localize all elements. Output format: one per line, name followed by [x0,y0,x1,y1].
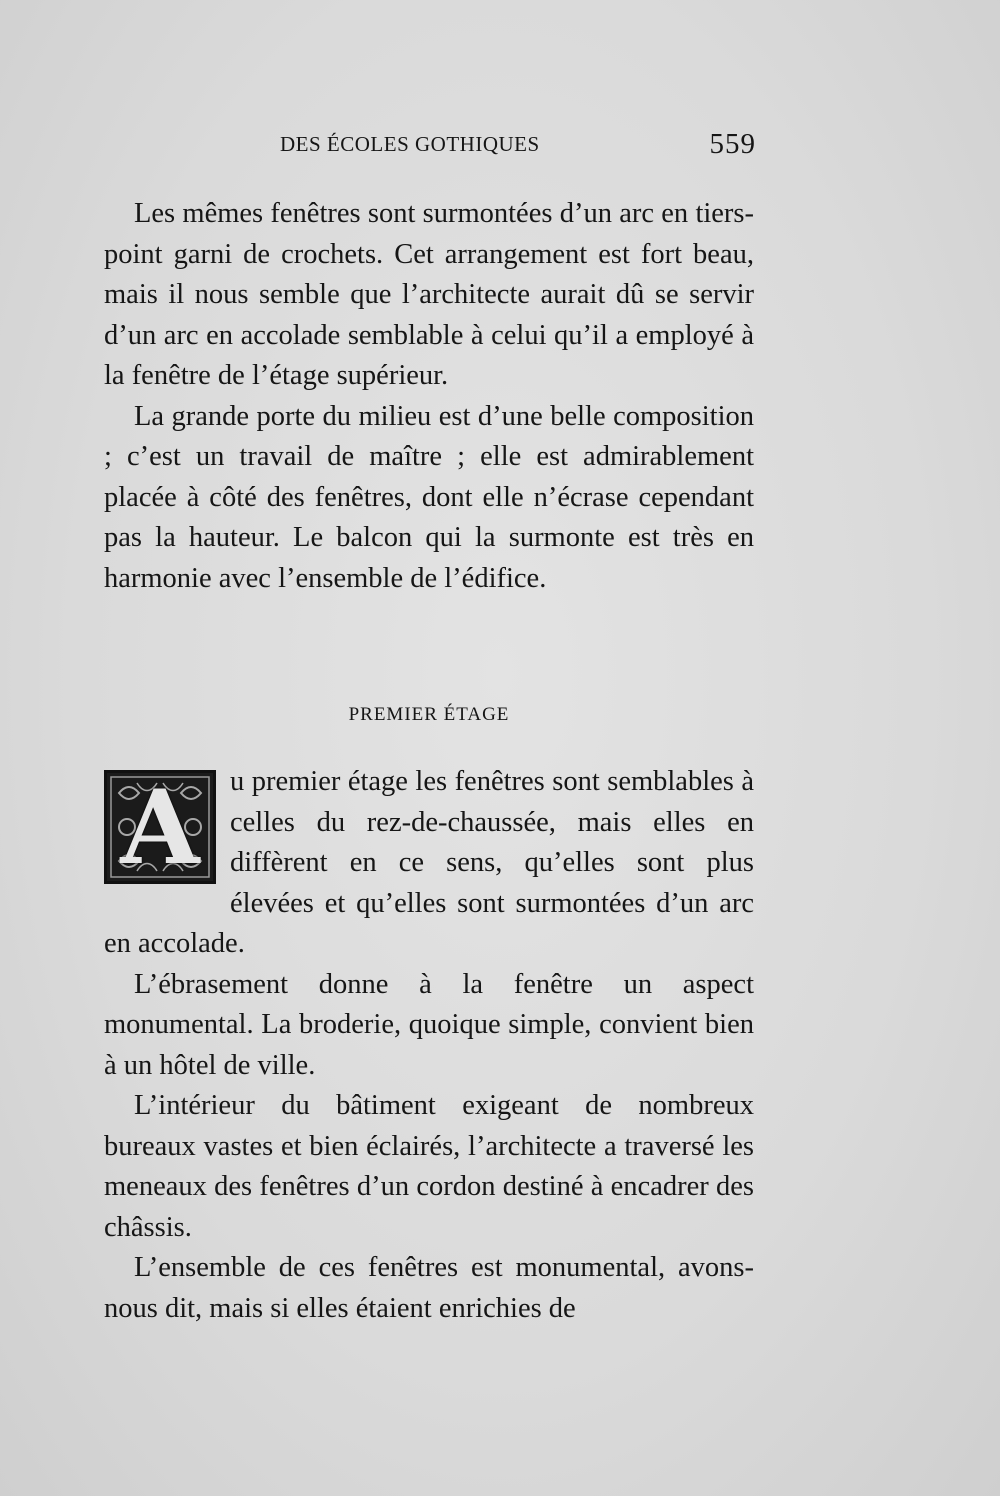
paragraph-text: u premier étage les fenêtres sont semblables à celles du rez-de-chaussée, mais elles en diffèrent en ce sens, qu’elles sont plus élevées et qu’elles sont surmontées d’un arc en accolade. [104,766,754,959]
running-head [104,128,756,168]
paragraph: Les mêmes fenêtres sont surmontées d’un arc en tiers-point garni de crochets. Cet arrangement est fort beau, mais il nous semble que l’architecte aurait dû se servir d’un arc en accolade semblable à celui qu’il a employé à la fenêtre de l’étage supérieur. [104,198,754,391]
text-block-bottom [104,762,754,1329]
running-title: DES ÉCOLES GOTHIQUES [280,132,540,156]
ornamental-dropcap [104,768,216,888]
paragraph: L’ensemble de ces fenêtres est monumental, avons-nous dit, mais si elles étaient enrichies de [104,1252,754,1324]
page-number: 559 [709,128,756,160]
text-block-top [104,194,754,599]
section-heading: PREMIER ÉTAGE [348,704,510,725]
paragraph: La grande porte du milieu est d’une belle composition ; c’est un travail de maître ; elle est admirablement placée à côté des fenêtres, dont elle n’écrase cependant pas la hauteur. Le balcon qui la surmonte est très en harmonie avec l’ensemble de l’édifice. [104,400,754,594]
paragraph: L’intérieur du bâtiment exigeant de nombreux bureaux vastes et bien éclairés, l’architecte a traversé les meneaux des fenêtres d’un cordon destiné à encadrer des châssis. [104,1090,754,1243]
paragraph: L’ébrasement donne à la fenêtre un aspect monumental. La broderie, quoique simple, convient bien à un hôtel de ville. [104,968,754,1081]
dropcap-letter: A [120,768,200,888]
paragraph-with-dropcap [104,762,754,965]
